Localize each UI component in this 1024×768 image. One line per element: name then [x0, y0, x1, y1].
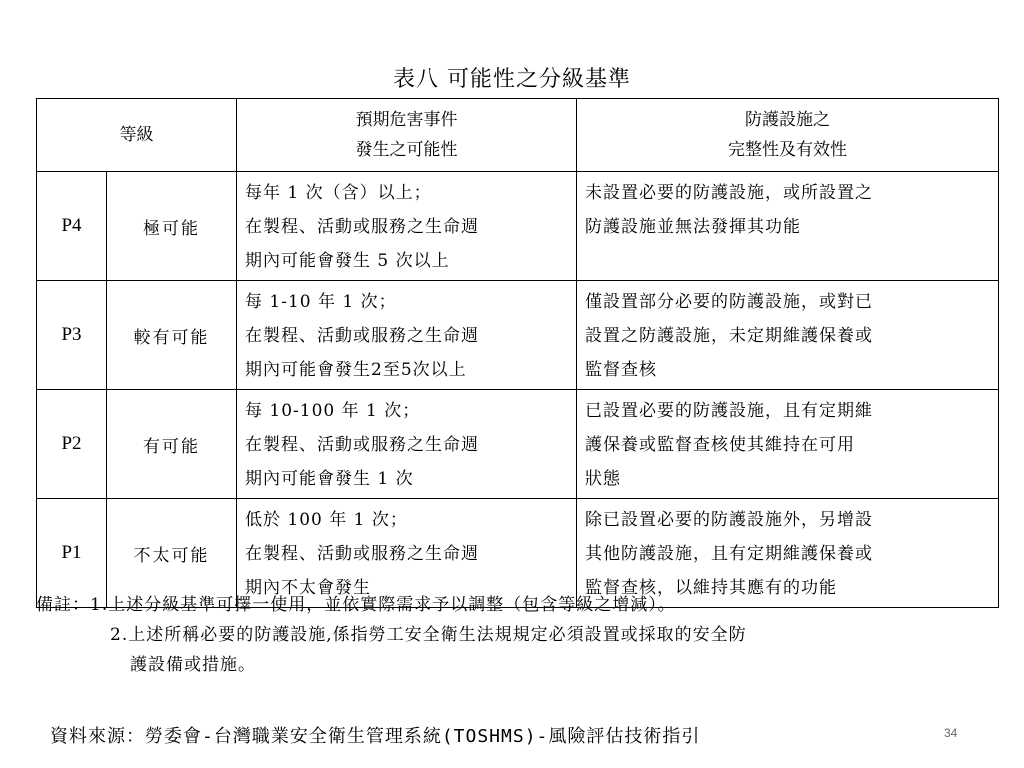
protection-line: 防護設施並無法發揮其功能 — [585, 217, 801, 237]
note-line-1: 備註：1.上述分級基準可擇一使用，並依實際需求予以調整（包含等級之增減）。 — [36, 595, 676, 615]
header-probability-line1: 預期危害事件 — [355, 110, 458, 130]
header-protection-line1: 防護設施之 — [745, 110, 830, 130]
table-header-row — [37, 99, 999, 172]
level-code: P3 — [37, 281, 107, 390]
probability-line: 每 1-10 年 1 次； — [245, 292, 397, 312]
level-code: P4 — [37, 172, 107, 281]
notes — [36, 590, 996, 680]
probability-line: 低於 100 年 1 次； — [245, 510, 408, 530]
level-code: P1 — [37, 499, 107, 608]
probability-line: 期內可能會發生 1 次 — [245, 469, 414, 489]
probability-line: 在製程、活動或服務之生命週 — [245, 435, 479, 455]
level-name: 極可能 — [107, 172, 237, 281]
protection-line: 未設置必要的防護設施，或所設置之 — [585, 183, 873, 203]
header-protection — [577, 99, 999, 172]
probability-line: 期內可能會發生 5 次以上 — [245, 251, 450, 271]
level-name: 不太可能 — [107, 499, 237, 608]
probability-line: 期內不太會發生 — [245, 578, 371, 598]
header-probability — [237, 99, 577, 172]
level-name: 有可能 — [107, 390, 237, 499]
probability-line: 期內可能會發生2至5次以上 — [245, 360, 467, 380]
header-protection-line2: 完整性及有效性 — [728, 140, 847, 160]
level-code: P2 — [37, 390, 107, 499]
protection-line: 除已設置必要的防護設施外，另增設 — [585, 510, 873, 530]
protection-cell — [577, 172, 999, 281]
probability-grade-table — [36, 98, 999, 608]
note-line-3: 護設備或措施。 — [130, 655, 256, 675]
table-row-p2 — [37, 390, 999, 499]
probability-cell — [237, 172, 577, 281]
protection-line: 監督查核 — [585, 360, 657, 380]
level-name: 較有可能 — [107, 281, 237, 390]
protection-line: 護保養或監督查核使其維持在可用 — [585, 435, 855, 455]
protection-line: 已設置必要的防護設施，且有定期維 — [585, 401, 873, 421]
source-citation: 資料來源：勞委會-台灣職業安全衛生管理系統(TOSHMS)-風險評估技術指引 — [50, 726, 701, 747]
probability-line: 在製程、活動或服務之生命週 — [245, 326, 479, 346]
protection-cell — [577, 281, 999, 390]
probability-line: 在製程、活動或服務之生命週 — [245, 217, 479, 237]
protection-line: 設置之防護設施，未定期維護保養或 — [585, 326, 873, 346]
header-grade: 等級 — [37, 99, 237, 172]
table-row-p4 — [37, 172, 999, 281]
protection-line: 狀態 — [585, 469, 621, 489]
protection-cell — [577, 390, 999, 499]
probability-line: 在製程、活動或服務之生命週 — [245, 544, 479, 564]
header-probability-line2: 發生之可能性 — [355, 140, 458, 160]
probability-line: 每 10-100 年 1 次； — [245, 401, 421, 421]
protection-line: 其他防護設施，且有定期維護保養或 — [585, 544, 873, 564]
note-line-2: 2.上述所稱必要的防護設施,係指勞工安全衛生法規規定必須設置或採取的安全防 — [110, 625, 747, 645]
table-title: 表八 可能性之分級基準 — [393, 67, 631, 92]
page-number: 34 — [944, 726, 958, 740]
protection-line: 僅設置部分必要的防護設施，或對已 — [585, 292, 873, 312]
probability-line: 每年 1 次（含）以上； — [245, 183, 432, 203]
table-row-p3 — [37, 281, 999, 390]
protection-line: 監督查核，以維持其應有的功能 — [585, 578, 837, 598]
probability-cell — [237, 390, 577, 499]
probability-cell — [237, 281, 577, 390]
